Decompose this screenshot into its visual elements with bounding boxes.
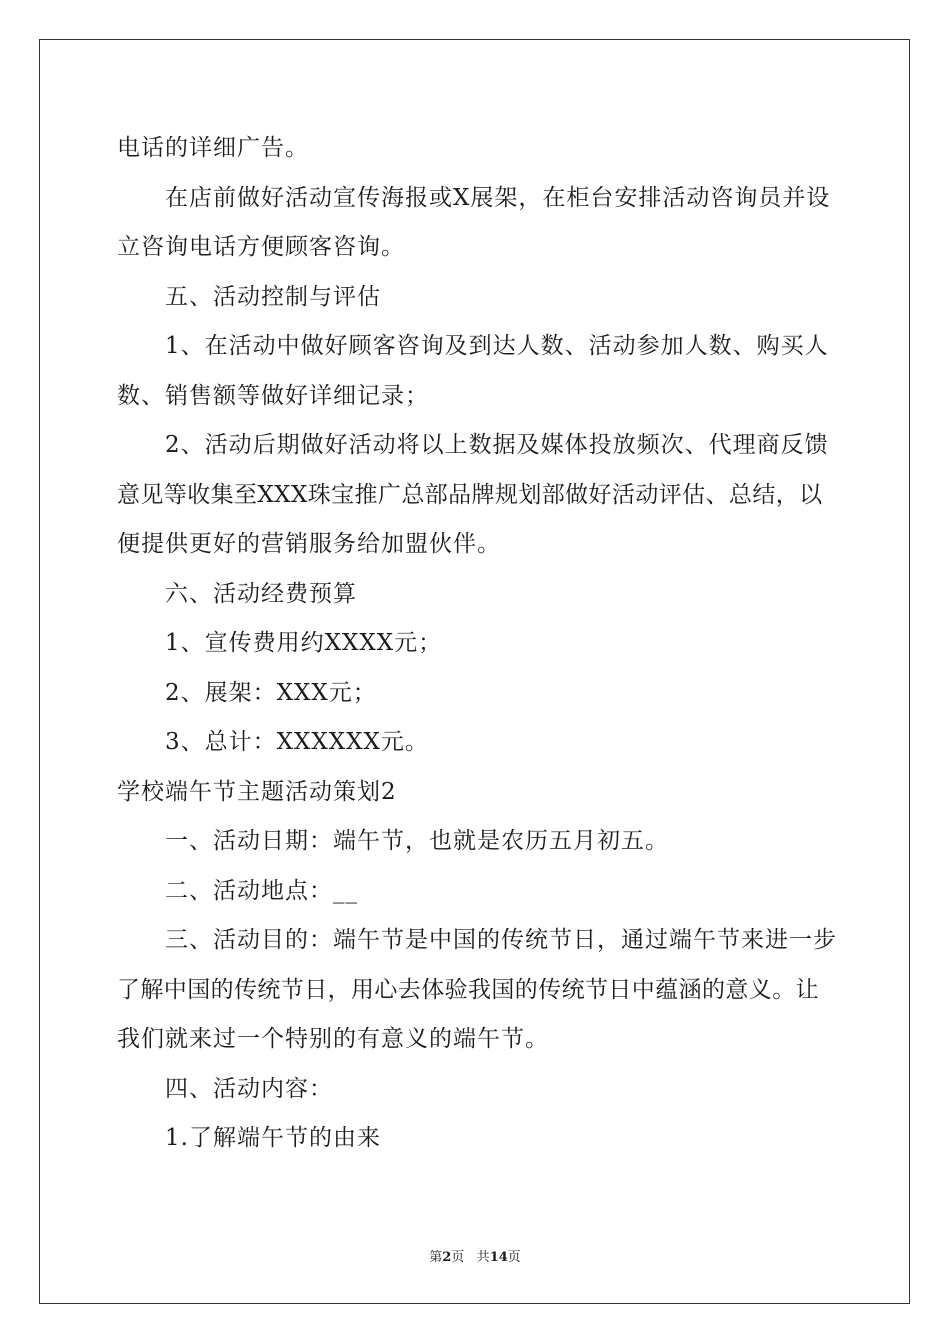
document-title: 学校端午节主题活动策划2 xyxy=(117,778,397,805)
paragraph-line: 意见等收集至XXX珠宝推广总部品牌规划部做好活动评估、总结，以 xyxy=(117,481,823,508)
paragraph-line: 1、宣传费用约XXXX元； xyxy=(165,630,443,656)
paragraph-line: 三、活动目的：端午节是中国的传统节日，通过端午节来进一步 xyxy=(165,927,837,953)
footer-total-suffix: 页 xyxy=(507,1250,521,1265)
paragraph-line: 一、活动日期：端午节，也就是农历五月初五。 xyxy=(165,828,669,854)
footer-page-suffix: 页 xyxy=(451,1250,465,1265)
footer-prefix: 第 xyxy=(429,1250,443,1265)
document-body xyxy=(117,124,839,1164)
paragraph-line: 数、销售额等做好详细记录； xyxy=(117,382,429,409)
paragraph-line: 2、活动后期做好活动将以上数据及媒体投放频次、代理商反馈 xyxy=(165,432,829,458)
paragraph-line: 3、总计：XXXXXX元。 xyxy=(165,729,429,755)
paragraph-line: 立咨询电话方便顾客咨询。 xyxy=(117,234,405,260)
paragraph-line: 我们就来过一个特别的有意义的端午节。 xyxy=(117,1026,549,1052)
section-heading: 四、活动内容： xyxy=(165,1075,333,1102)
paragraph-line: 1.了解端午节的由来 xyxy=(165,1125,381,1151)
paragraph-line: 二、活动地点：__ xyxy=(165,877,358,904)
page-footer xyxy=(0,1246,950,1265)
section-heading: 六、活动经费预算 xyxy=(165,580,357,607)
total-pages-number: 14 xyxy=(489,1250,508,1265)
section-heading: 五、活动控制与评估 xyxy=(165,283,381,310)
paragraph-line: 电话的详细广告。 xyxy=(117,135,309,161)
paragraph-line: 1、在活动中做好顾客咨询及到达人数、活动参加人数、购买人 xyxy=(165,333,829,359)
current-page-number: 2 xyxy=(442,1250,452,1265)
footer-total-prefix: 共 xyxy=(476,1250,490,1265)
paragraph-line: 在店前做好活动宣传海报或X展架，在柜台安排活动咨询员并设 xyxy=(165,184,831,211)
paragraph-line: 2、展架：XXX元； xyxy=(165,679,377,706)
paragraph-line: 了解中国的传统节日，用心去体验我国的传统节日中蕴涵的意义。让 xyxy=(117,976,819,1003)
paragraph-line: 便提供更好的营销服务给加盟伙伴。 xyxy=(117,531,501,557)
